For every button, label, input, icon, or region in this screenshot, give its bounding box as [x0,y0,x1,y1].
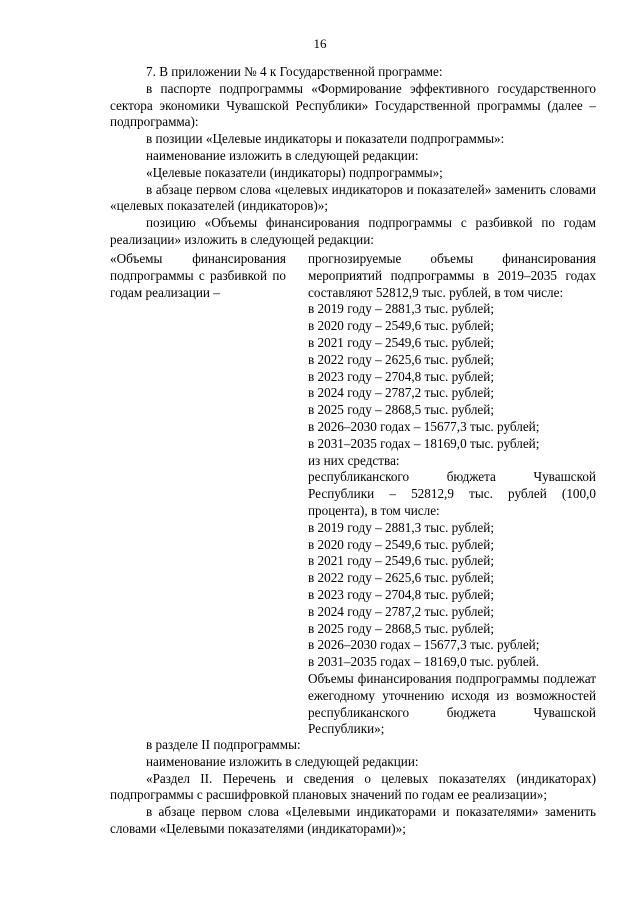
year-amount: в 2023 году – 2704,8 тыс. рублей; [308,368,494,384]
intro-section [110,64,596,249]
year-amount: в 2020 году – 2549,6 тыс. рублей; [308,536,494,552]
year-amount: в 2024 году – 2787,2 тыс. рублей; [308,385,494,401]
paragraph: в позиции «Целевые индикаторы и показатели подпрограммы»: [146,131,505,147]
financing-label-text: «Объемы финансирования подпрограммы с разбивкой по годам реализации [110,251,286,300]
paragraph: в разделе II подпрограммы: [146,737,301,752]
paragraph: в абзаце первом слова «Целевыми индикаторами и показателями» заменить словами «Целевыми показателями (индикаторами)»; [110,804,596,836]
financing-total: прогнозируемые объемы финансирования мероприятий подпрограммы в 2019–2035 годах составляют 52812,9 тыс. рублей, в том числе: [308,251,596,300]
financing-label [110,251,286,301]
paragraph: «Целевые показатели (индикаторы) подпрограммы»; [146,164,443,180]
year-amount: в 2021 году – 2549,6 тыс. рублей; [308,553,494,569]
of-them-label: из них средства: [308,452,400,468]
republic-budget-total: республиканского бюджета Чувашской Республики – 52812,9 тыс. рублей (100,0 процента), в том числе: [308,469,596,518]
paragraph: в паспорте подпрограммы «Формирование эффективного государственного сектора экономики Чувашской Республики» Государственной программы (далее – подпрограмма): [110,80,596,130]
year-amount: в 2026–2030 годах – 15677,3 тыс. рублей; [308,637,540,653]
year-amount: в 2021 году – 2549,6 тыс. рублей; [308,334,494,350]
year-amount: в 2031–2035 годах – 18169,0 тыс. рублей; [308,435,540,451]
year-amount: в 2025 году – 2868,5 тыс. рублей; [308,620,494,636]
year-amount: в 2022 году – 2625,6 тыс. рублей; [308,570,494,586]
year-amount: в 2019 году – 2881,3 тыс. рублей; [308,519,494,535]
closing-note: Объемы финансирования подпрограммы подлежат ежегодному уточнению исходя из возможностей республиканского бюджета Чувашской Республики»; [308,670,596,737]
paragraph: позицию «Объемы финансирования подпрограммы с разбивкой по годам реализации» изложить в следующей редакции: [110,215,596,247]
year-amount: в 2026–2030 годах – 15677,3 тыс. рублей; [308,418,540,434]
year-amount: в 2024 году – 2787,2 тыс. рублей; [308,603,494,619]
label-dash: – [213,284,220,300]
year-amount: в 2020 году – 2549,6 тыс. рублей; [308,318,494,334]
paragraph: наименование изложить в следующей редакции: [146,147,419,163]
page-number: 16 [313,36,327,51]
year-amount: в 2019 году – 2881,3 тыс. рублей; [308,301,494,317]
year-amount: в 2022 году – 2625,6 тыс. рублей; [308,351,494,367]
paragraph: 7. В приложении № 4 к Государственной программе: [146,64,443,79]
paragraph: «Раздел II. Перечень и сведения о целевых показателях (индикаторах) подпрограммы с расшифровкой плановых значений по годам ее реализации»; [110,770,596,803]
year-amount: в 2025 году – 2868,5 тыс. рублей; [308,402,494,418]
outro-section [110,737,596,838]
paragraph: в абзаце первом слова «целевых индикаторов и показателей» заменить словами «целевых показателей (индикаторов)»; [110,181,596,214]
year-amount: в 2023 году – 2704,8 тыс. рублей; [308,586,494,602]
financing-values [308,251,596,738]
paragraph: наименование изложить в следующей редакции: [146,753,419,769]
year-amount: в 2031–2035 годах – 18169,0 тыс. рублей. [308,654,540,670]
